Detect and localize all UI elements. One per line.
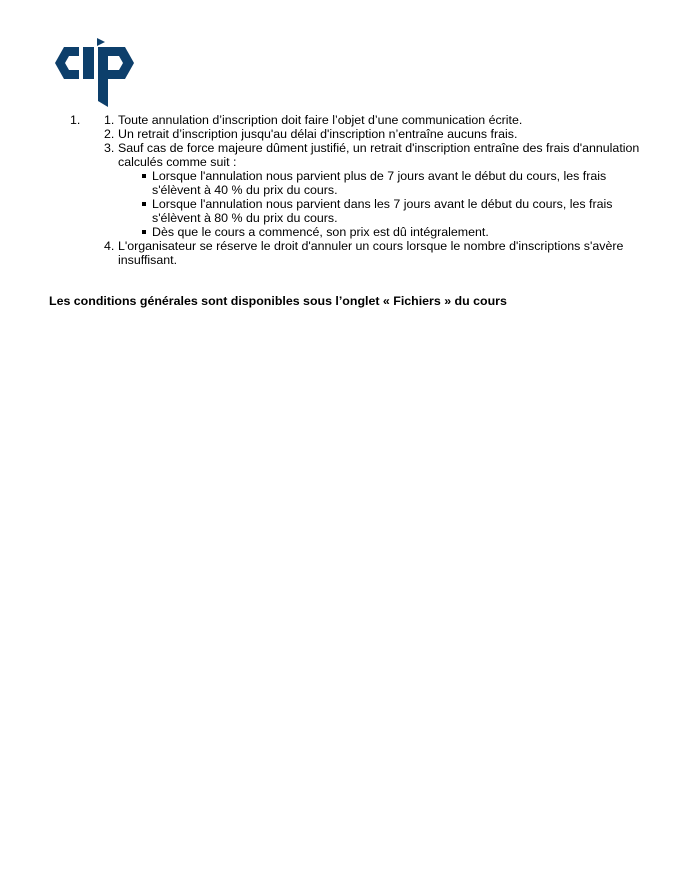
list-item-text: Un retrait d’inscription jusqu'au délai d'inscription n’entraîne aucuns frais. <box>118 127 518 141</box>
list-item <box>104 239 644 267</box>
square-bullet-icon <box>142 202 146 206</box>
sublist-item-text: Lorsque l'annulation nous parvient dans les 7 jours avant le début du cours, les frais s'élèvent à 80 % du prix du cours. <box>152 197 613 225</box>
sublist-item-text: Lorsque l'annulation nous parvient plus de 7 jours avant le début du cours, les frais s'élèvent à 40 % du prix du cours. <box>152 169 607 197</box>
logo-letter-p <box>98 47 134 107</box>
list-item-number: 1. <box>104 113 115 127</box>
list-item-number: 4. <box>104 239 115 253</box>
sublist-item <box>118 225 644 239</box>
list-item <box>104 141 644 239</box>
logo-letter-i <box>83 47 94 79</box>
sublist-item <box>118 197 644 225</box>
list-item <box>104 113 644 127</box>
logo-letter-i-dot <box>97 38 105 46</box>
conditions-list <box>104 113 644 267</box>
sublist-item <box>118 169 644 197</box>
list-item-number: 3. <box>104 141 115 155</box>
files-tab-note: Les conditions générales sont disponibles sous l’onglet « Fichiers » du cours <box>49 294 507 308</box>
list-item-text: Toute annulation d’inscription doit faire l’objet d’une communication écrite. <box>118 113 523 127</box>
sublist-item-text: Dès que le cours a commencé, son prix est dû intégralement. <box>152 225 489 239</box>
outer-list-number: 1. <box>70 113 81 127</box>
list-item-text: Sauf cas de force majeure dûment justifié, un retrait d'inscription entraîne des frais d'annulation calculés comme suit : <box>118 141 640 169</box>
cancellation-conditions <box>104 113 644 267</box>
fee-sublist <box>118 169 644 239</box>
list-item-text: L'organisateur se réserve le droit d'annuler un cours lorsque le nombre d'inscriptions s'avère insuffisant. <box>118 239 624 267</box>
list-item <box>104 127 644 141</box>
square-bullet-icon <box>142 174 146 178</box>
list-item-number: 2. <box>104 127 115 141</box>
square-bullet-icon <box>142 230 146 234</box>
cip-logo <box>55 37 151 107</box>
logo-letter-c <box>55 47 79 79</box>
